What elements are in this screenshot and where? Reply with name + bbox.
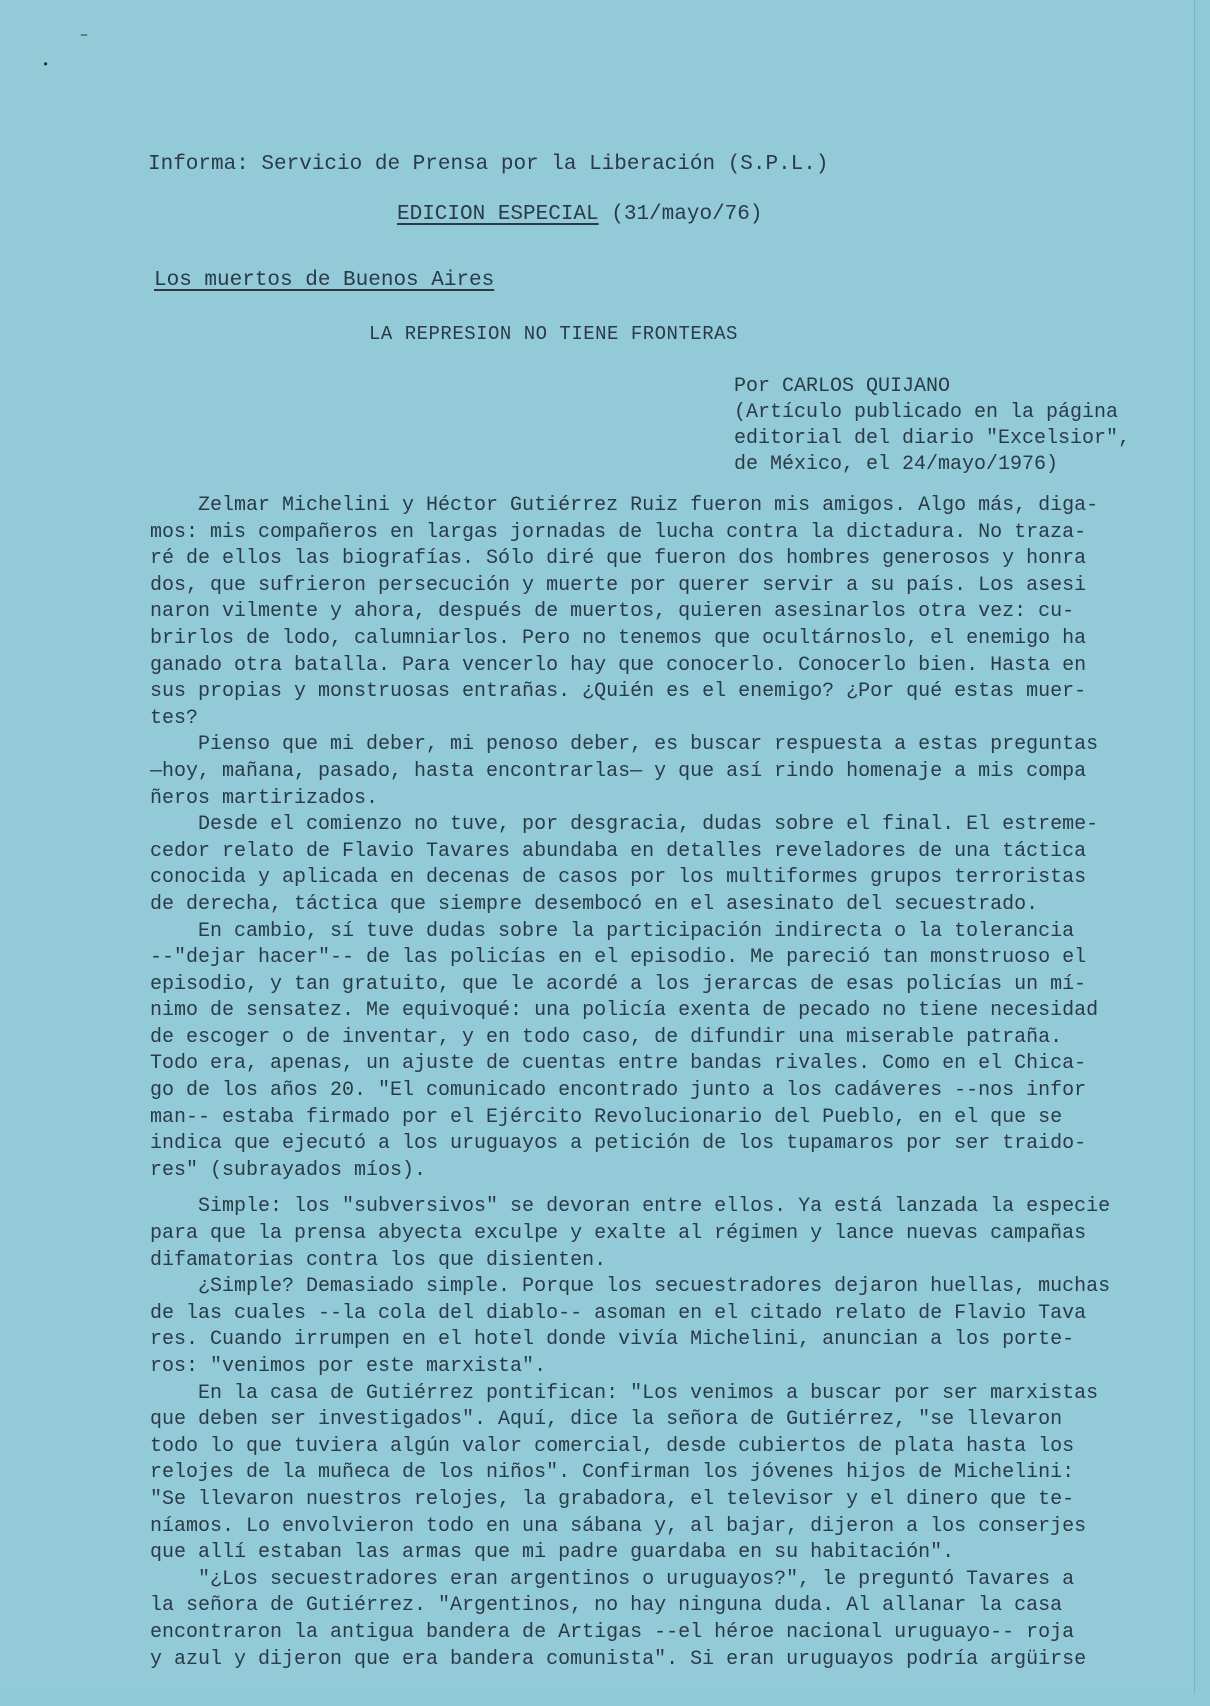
punch-mark: ⁻ [78, 29, 91, 52]
body-line: difamatorias contra los que disienten. [150, 1248, 607, 1272]
body-line: cedor relato de Flavio Tavares abundaba en detalles reveladores de una táctica [150, 839, 1087, 863]
body-line: relojes de la muñeca de los niños". Confirman los jóvenes hijos de Michelini: [150, 1461, 1075, 1485]
body-line: mos: mis compañeros en largas jornadas de lucha contra la dictadura. No traza- [150, 520, 1087, 544]
body-line: --"dejar hacer"-- de las policías en el episodio. Me pareció tan monstruoso el [150, 946, 1087, 970]
body-line: ré de ellos las biografías. Sólo diré que fueron dos hombres generosos y honra [150, 547, 1087, 571]
byline-line: editorial del diario "Excelsior", [734, 427, 1131, 450]
body-line: ganado otra batalla. Para vencerlo hay que conocerlo. Conocerlo bien. Hasta en [150, 653, 1087, 677]
body-line: de las cuales --la cola del diablo-- asoman en el citado relato de Flavio Tava [150, 1301, 1087, 1325]
edition-line [397, 203, 762, 226]
body-line: que allí estaban las armas que mi padre guardaba en su habitación". [150, 1541, 955, 1565]
headline: LA REPRESION NO TIENE FRONTERAS [369, 323, 738, 345]
body-line: "Se llevaron nuestros relojes, la grabadora, el televisor y el dinero que te- [150, 1487, 1075, 1511]
body-line: tes? [150, 706, 199, 730]
article-block-2 [150, 1194, 1150, 1673]
body-line: encontraron la antigua bandera de Artigas --el héroe nacional uruguayo-- roja [150, 1620, 1075, 1644]
body-line: níamos. Lo envolvieron todo en una sábana y, al bajar, dijeron a los conserjes [150, 1514, 1087, 1538]
article-block-1 [150, 493, 1150, 1184]
edition-label: EDICION ESPECIAL [397, 203, 599, 226]
section-title: Los muertos de Buenos Aires [154, 269, 495, 292]
body-line: la señora de Gutiérrez. "Argentinos, no hay ninguna duda. Al allanar la casa [150, 1594, 1063, 1618]
body-line: episodio, y tan gratuito, que le acordé a los jerarcas de esas policías un mí- [150, 972, 1087, 996]
body-line: indica que ejecutó a los uruguayos a petición de los tupamaros por ser traido- [150, 1132, 1087, 1156]
body-line: res" (subrayados míos). [150, 1158, 427, 1182]
body-line: nimo de sensatez. Me equivoqué: una policía exenta de pecado no tiene necesidad [150, 999, 1099, 1023]
body-line: En cambio, sí tuve dudas sobre la participación indirecta o la tolerancia [150, 919, 1075, 943]
body-line: conocida y aplicada en decenas de casos por los multiformes grupos terroristas [150, 866, 1087, 890]
edition-date: (31/mayo/76) [611, 203, 763, 226]
body-line: —hoy, mañana, pasado, hasta encontrarlas— y que así rindo homenaje a mis compa [150, 759, 1087, 783]
body-line: ros: "venimos por este marxista". [150, 1355, 547, 1378]
body-line: "¿Los secuestradores eran argentinos o uruguayos?", le preguntó Tavares a [150, 1567, 1075, 1591]
body-line: todo lo que tuviera algún valor comercial, desde cubiertos de plata hasta los [150, 1434, 1075, 1458]
byline-line: Por CARLOS QUIJANO [734, 375, 951, 398]
article-body [150, 493, 1150, 1673]
body-line: ñeros martirizados. [150, 786, 379, 810]
body-line: Zelmar Michelini y Héctor Gutiérrez Ruiz fueron mis amigos. Algo más, diga- [150, 494, 1099, 517]
body-line: Todo era, apenas, un ajuste de cuentas entre bandas rivales. Como en el Chica- [150, 1052, 1087, 1076]
byline-line: de México, el 24/mayo/1976) [734, 453, 1059, 476]
body-line: que deben ser investigados". Aquí, dice la señora de Gutiérrez, "se llevaron [150, 1408, 1063, 1432]
body-line: dos, que sufrieron persecución y muerte por querer servir a su país. Los asesi [150, 573, 1087, 597]
byline [734, 374, 1130, 478]
body-line: para que la prensa abyecta exculpe y exalte al régimen y lance nuevas campañas [150, 1222, 1087, 1246]
body-line: man-- estaba firmado por el Ejército Revolucionario del Pueblo, en el que se [150, 1105, 1063, 1129]
punch-dot: • [42, 58, 50, 72]
body-line: naron vilmente y ahora, después de muertos, quieren asesinarlos otra vez: cu- [150, 600, 1075, 624]
paragraph-gap [150, 1184, 1150, 1194]
body-line: y azul y dijeron que era bandera comunista". Si eran uruguayos podría argüirse [150, 1647, 1087, 1671]
body-line: Pienso que mi deber, mi penoso deber, es buscar respuesta a estas preguntas [150, 733, 1099, 757]
body-line: Desde el comienzo no tuve, por desgracia, dudas sobre el final. El estreme- [150, 813, 1099, 837]
body-line: res. Cuando irrumpen en el hotel donde vivía Michelini, anuncian a los porte- [150, 1328, 1075, 1352]
body-line: go de los años 20. "El comunicado encontrado junto a los cadáveres --nos infor [150, 1079, 1087, 1103]
body-line: de escoger o de inventar, y en todo caso, de difundir una miserable patraña. [150, 1025, 1063, 1049]
body-line: brirlos de lodo, calumniarlos. Pero no tenemos que ocultárnoslo, el enemigo ha [150, 626, 1087, 650]
body-line: En la casa de Gutiérrez pontifican: "Los venimos a buscar por ser marxistas [150, 1381, 1099, 1405]
body-line: sus propias y monstruosas entrañas. ¿Quién es el enemigo? ¿Por qué estas muer- [150, 680, 1087, 704]
byline-line: (Artículo publicado en la página [734, 401, 1119, 424]
body-line: de derecha, táctica que siempre desembocó en el asesinato del secuestrado. [150, 892, 1039, 916]
body-line: Simple: los "subversivos" se devoran entre ellos. Ya está lanzada la especie [150, 1195, 1111, 1219]
informa-line: Informa: Servicio de Prensa por la Liberación (S.P.L.) [148, 153, 829, 176]
body-line: ¿Simple? Demasiado simple. Porque los secuestradores dejaron huellas, muchas [150, 1275, 1111, 1299]
